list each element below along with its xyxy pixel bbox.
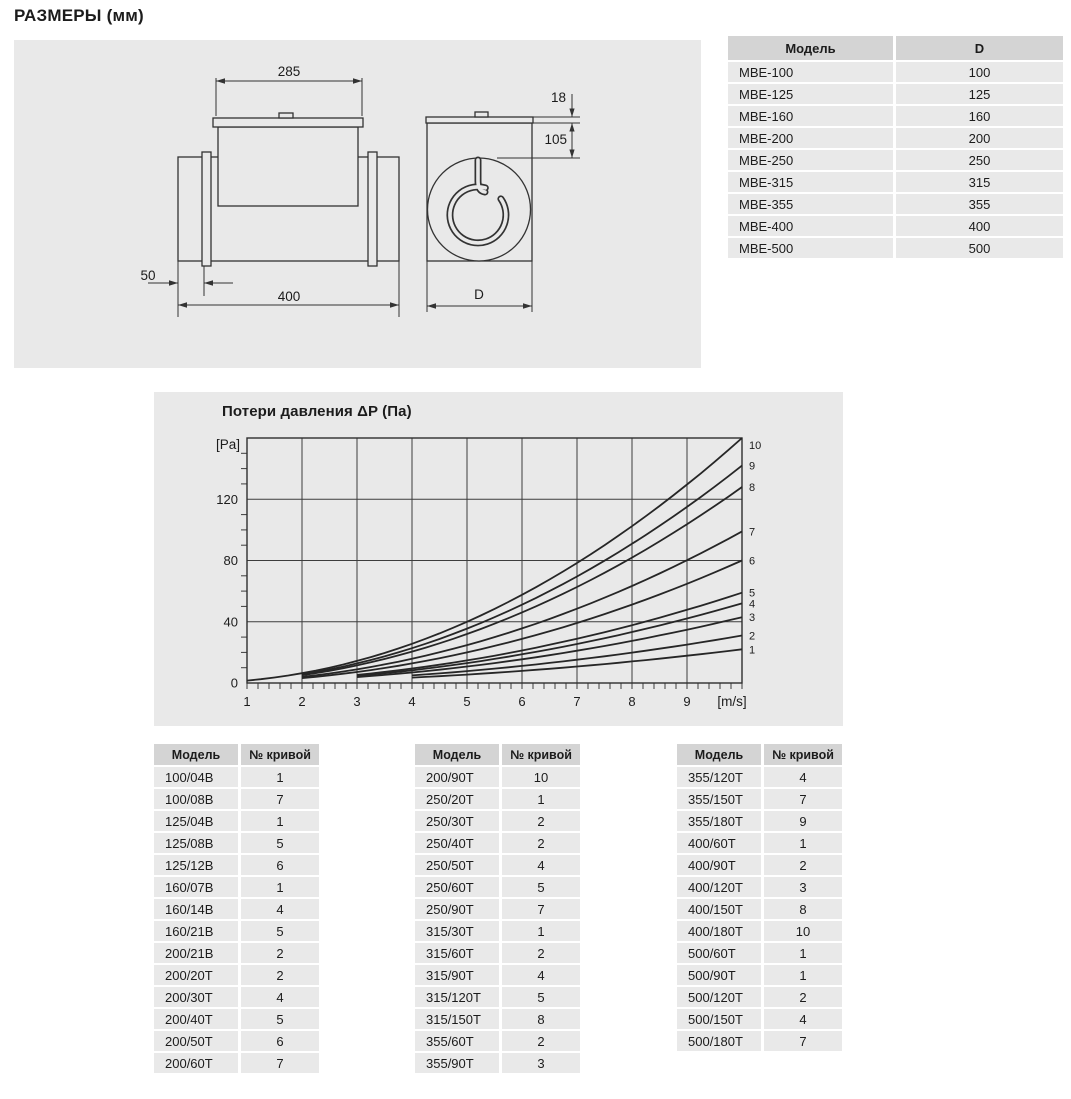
dimension-drawing — [14, 40, 701, 368]
curve-label-6: 6 — [749, 555, 756, 568]
end-lid — [426, 117, 533, 123]
model-cell: 400/60Т — [677, 833, 761, 853]
value-cell: 10 — [764, 921, 842, 941]
end-lid-knob — [475, 112, 488, 117]
value-cell: 1 — [502, 921, 580, 941]
value-cell: 1 — [241, 877, 319, 897]
column-header: № кривой — [241, 744, 319, 765]
value-cell: 4 — [502, 855, 580, 875]
value-cell: 1 — [764, 965, 842, 985]
model-cell: 125/04В — [154, 811, 238, 831]
value-cell: 6 — [241, 1031, 319, 1051]
model-cell: 315/120Т — [415, 987, 499, 1007]
model-cell: 400/180Т — [677, 921, 761, 941]
value-cell: 3 — [502, 1053, 580, 1073]
model-cell: 200/30Т — [154, 987, 238, 1007]
model-cell: 200/90Т — [415, 767, 499, 787]
model-cell: 500/120Т — [677, 987, 761, 1007]
value-cell: 4 — [764, 1009, 842, 1029]
value-cell: 200 — [896, 128, 1063, 148]
end-view — [426, 112, 533, 261]
curve-label-10: 10 — [749, 440, 762, 452]
value-cell: 2 — [502, 1031, 580, 1051]
value-cell: 10 — [502, 767, 580, 787]
value-cell: 5 — [241, 1009, 319, 1029]
value-cell: 6 — [241, 855, 319, 875]
model-cell: 500/180Т — [677, 1031, 761, 1051]
model-cell: 200/60Т — [154, 1053, 238, 1073]
value-cell: 9 — [764, 811, 842, 831]
value-cell: 4 — [502, 965, 580, 985]
dim-length: 400 — [277, 289, 301, 304]
model-cell: 200/21В — [154, 943, 238, 963]
column-header: Модель — [415, 744, 499, 765]
x-tick-label: 2 — [298, 694, 306, 709]
value-cell: 2 — [241, 943, 319, 963]
value-cell: 1 — [241, 811, 319, 831]
model-cell: 250/90Т — [415, 899, 499, 919]
value-cell: 5 — [502, 877, 580, 897]
model-cell: МВЕ-400 — [728, 216, 893, 236]
column-header: D — [896, 36, 1063, 60]
model-cell: 315/90Т — [415, 965, 499, 985]
model-cell: 500/60Т — [677, 943, 761, 963]
model-cell: 400/150Т — [677, 899, 761, 919]
curve-label-7: 7 — [749, 526, 756, 539]
column-header: Модель — [154, 744, 238, 765]
chart-title: Потери давления ΔP (Па) — [222, 403, 412, 420]
curve-table-2 — [415, 744, 580, 1073]
model-cell: МВЕ-160 — [728, 106, 893, 126]
curve-table-1 — [154, 744, 319, 1073]
value-cell: 7 — [241, 1053, 319, 1073]
model-cell: 355/60Т — [415, 1031, 499, 1051]
model-cell: 250/50Т — [415, 855, 499, 875]
terminal-box — [218, 127, 358, 206]
page-title: РАЗМЕРЫ (мм) — [14, 6, 144, 25]
value-cell: 1 — [764, 833, 842, 853]
model-cell: МВЕ-355 — [728, 194, 893, 214]
model-cell: 250/20Т — [415, 789, 499, 809]
model-cell: 315/30Т — [415, 921, 499, 941]
value-cell: 250 — [896, 150, 1063, 170]
column-header: № кривой — [502, 744, 580, 765]
value-cell: 1 — [502, 789, 580, 809]
x-axis-unit-label: [m/s] — [717, 694, 747, 709]
value-cell: 5 — [241, 833, 319, 853]
pressure-loss-chart-panel — [154, 392, 843, 726]
model-cell: МВЕ-250 — [728, 150, 893, 170]
curve-label-2: 2 — [749, 630, 756, 643]
x-tick-label: 1 — [243, 694, 251, 709]
x-tick-label: 9 — [683, 694, 691, 709]
model-cell: 400/120Т — [677, 877, 761, 897]
value-cell: 2 — [502, 943, 580, 963]
value-cell: 2 — [241, 965, 319, 985]
value-cell: 7 — [241, 789, 319, 809]
model-cell: 160/14В — [154, 899, 238, 919]
curve-label-5: 5 — [749, 587, 756, 600]
curve-label-3: 3 — [749, 612, 756, 625]
column-header: № кривой — [764, 744, 842, 765]
side-view — [178, 113, 399, 266]
value-cell: 1 — [764, 943, 842, 963]
value-cell: 400 — [896, 216, 1063, 236]
curve-table-3 — [677, 744, 842, 1051]
value-cell: 5 — [502, 987, 580, 1007]
model-cell: 355/180Т — [677, 811, 761, 831]
x-tick-label: 3 — [353, 694, 361, 709]
pressure-curve-4 — [357, 603, 742, 675]
value-cell: 5 — [241, 921, 319, 941]
terminal-box-lid — [213, 118, 363, 127]
model-cell: 100/04В — [154, 767, 238, 787]
value-cell: 3 — [764, 877, 842, 897]
dim-end-offset: 50 — [140, 268, 156, 283]
value-cell: 2 — [764, 855, 842, 875]
model-cell: МВЕ-125 — [728, 84, 893, 104]
x-tick-label: 6 — [518, 694, 526, 709]
model-cell: 250/30Т — [415, 811, 499, 831]
lid-knob — [279, 113, 293, 118]
pressure-loss-chart — [154, 392, 843, 726]
curve-label-4: 4 — [749, 598, 756, 611]
y-tick-label: 80 — [223, 553, 238, 568]
value-cell: 100 — [896, 62, 1063, 82]
curve-label-9: 9 — [749, 460, 756, 473]
value-cell: 1 — [241, 767, 319, 787]
value-cell: 7 — [502, 899, 580, 919]
model-cell: МВЕ-200 — [728, 128, 893, 148]
model-cell: 250/60Т — [415, 877, 499, 897]
model-cell: 400/90Т — [677, 855, 761, 875]
value-cell: 7 — [764, 1031, 842, 1051]
dimensions-drawing-panel — [14, 40, 701, 368]
model-cell: 200/20Т — [154, 965, 238, 985]
x-tick-label: 4 — [408, 694, 416, 709]
value-cell: 315 — [896, 172, 1063, 192]
value-cell: 355 — [896, 194, 1063, 214]
model-cell: 200/50Т — [154, 1031, 238, 1051]
dim-top-width: 285 — [277, 64, 301, 79]
column-header: Модель — [677, 744, 761, 765]
model-cell: 355/90Т — [415, 1053, 499, 1073]
y-axis-unit-label: [Pa] — [216, 437, 241, 452]
model-cell: 500/90Т — [677, 965, 761, 985]
x-tick-label: 5 — [463, 694, 471, 709]
value-cell: 4 — [241, 899, 319, 919]
value-cell: 160 — [896, 106, 1063, 126]
dim-diameter: D — [474, 287, 484, 302]
value-cell: 2 — [502, 811, 580, 831]
model-cell: 160/21В — [154, 921, 238, 941]
dim-lid-height: 18 — [550, 90, 566, 105]
curve-label-8: 8 — [749, 482, 756, 494]
model-cell: 315/60Т — [415, 943, 499, 963]
x-tick-label: 8 — [628, 694, 636, 709]
right-clamp — [368, 152, 377, 266]
value-cell: 4 — [764, 767, 842, 787]
pressure-curve-10 — [247, 438, 742, 681]
model-cell: 315/150Т — [415, 1009, 499, 1029]
model-cell: 125/12В — [154, 855, 238, 875]
value-cell: 2 — [764, 987, 842, 1007]
value-cell: 7 — [764, 789, 842, 809]
value-cell: 8 — [502, 1009, 580, 1029]
value-cell: 2 — [502, 833, 580, 853]
y-tick-label: 120 — [216, 491, 238, 507]
model-cell: 200/40Т — [154, 1009, 238, 1029]
x-tick-label: 7 — [573, 694, 581, 709]
y-tick-label: 0 — [230, 675, 238, 691]
curve-label-1: 1 — [749, 644, 756, 657]
model-cell: 355/120Т — [677, 767, 761, 787]
model-cell: МВЕ-315 — [728, 172, 893, 192]
size-table — [728, 36, 1063, 258]
column-header: Модель — [728, 36, 893, 60]
value-cell: 125 — [896, 84, 1063, 104]
model-cell: МВЕ-100 — [728, 62, 893, 82]
model-cell: МВЕ-500 — [728, 238, 893, 258]
dim-box-height: 105 — [544, 132, 567, 147]
model-cell: 250/40Т — [415, 833, 499, 853]
model-cell: 125/08В — [154, 833, 238, 853]
model-cell: 160/07В — [154, 877, 238, 897]
model-cell: 355/150Т — [677, 789, 761, 809]
model-cell: 100/08В — [154, 789, 238, 809]
value-cell: 8 — [764, 899, 842, 919]
y-tick-label: 40 — [223, 614, 238, 630]
left-clamp — [202, 152, 211, 266]
value-cell: 4 — [241, 987, 319, 1007]
value-cell: 500 — [896, 238, 1063, 258]
model-cell: 500/150Т — [677, 1009, 761, 1029]
